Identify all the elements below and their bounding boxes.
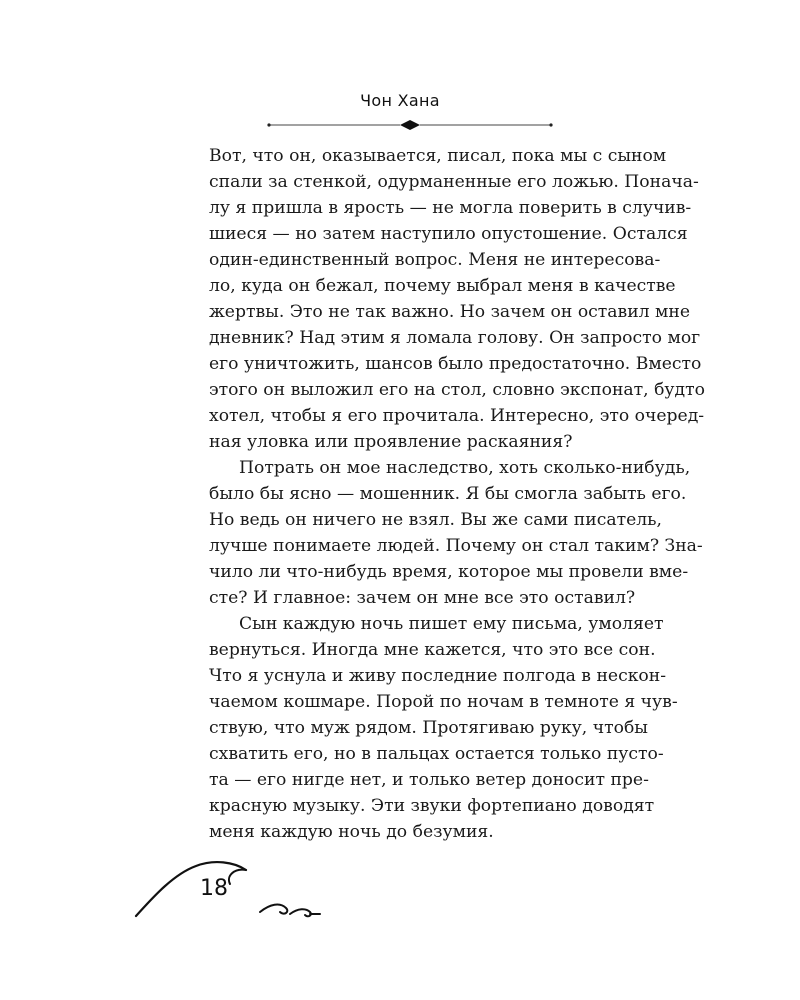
text-line: Вот, что он, оказывается, писал, пока мы с сыном bbox=[209, 146, 667, 166]
header-ornament-divider bbox=[266, 118, 554, 132]
text-line: меня каждую ночь до безумия. bbox=[209, 822, 494, 842]
text-line: его уничтожить, шансов было предостаточно. Вместо bbox=[209, 354, 702, 374]
paragraph-1 bbox=[209, 143, 705, 455]
text-line: ствую, что муж рядом. Протягиваю руку, чтобы bbox=[209, 718, 648, 738]
text-line: хотел, чтобы я его прочитала. Интересно, это очеред- bbox=[209, 406, 705, 426]
text-line: чило ли что-нибудь время, которое мы провели вме- bbox=[209, 562, 689, 582]
running-head-title: Чон Хана bbox=[360, 91, 440, 110]
text-line: лучше понимаете людей. Почему он стал таким? Зна- bbox=[209, 536, 703, 556]
text-line: жертвы. Это не так важно. Но зачем он оставил мне bbox=[209, 302, 691, 322]
text-line: сте? И главное: зачем он мне все это оставил? bbox=[209, 588, 636, 608]
text-line: Потрать он мое наследство, хоть сколько-нибудь, bbox=[239, 458, 691, 478]
text-line: вернуться. Иногда мне кажется, что это все сон. bbox=[209, 640, 656, 660]
text-line: спали за стенкой, одурманенные его ложью. Понача- bbox=[209, 172, 699, 192]
text-line: Но ведь он ничего не взял. Вы же сами писатель, bbox=[209, 510, 662, 530]
paragraph-2 bbox=[209, 455, 703, 611]
text-line: ная уловка или проявление раскаяния? bbox=[209, 432, 573, 452]
text-line: чаемом кошмаре. Порой по ночам в темноте я чув- bbox=[209, 692, 678, 712]
text-line: было бы ясно — мошенник. Я бы смогла забыть его. bbox=[209, 484, 687, 504]
wave-ornament bbox=[134, 856, 324, 920]
text-line: лу я пришла в ярость — не могла поверить в случив- bbox=[209, 198, 692, 218]
page-number: 18 bbox=[200, 876, 228, 901]
text-line: Сын каждую ночь пишет ему письма, умоляет bbox=[239, 614, 664, 634]
text-line: дневник? Над этим я ломала голову. Он запросто мог bbox=[209, 328, 701, 348]
paragraph-3 bbox=[209, 611, 678, 845]
text-line: этого он выложил его на стол, словно экспонат, будто bbox=[209, 380, 705, 400]
text-line: один-единственный вопрос. Меня не интересова- bbox=[209, 250, 661, 270]
text-line: красную музыку. Эти звуки фортепиано доводят bbox=[209, 796, 655, 816]
text-line: схватить его, но в пальцах остается только пусто- bbox=[209, 744, 664, 764]
text-line: шиеся — но затем наступило опустошение. Остался bbox=[209, 224, 688, 244]
text-line: Что я уснула и живу последние полгода в нескон- bbox=[209, 666, 667, 686]
text-line: ло, куда он бежал, почему выбрал меня в качестве bbox=[209, 276, 676, 296]
body-text bbox=[209, 143, 705, 845]
text-line: та — его нигде нет, и только ветер доносит пре- bbox=[209, 770, 649, 790]
